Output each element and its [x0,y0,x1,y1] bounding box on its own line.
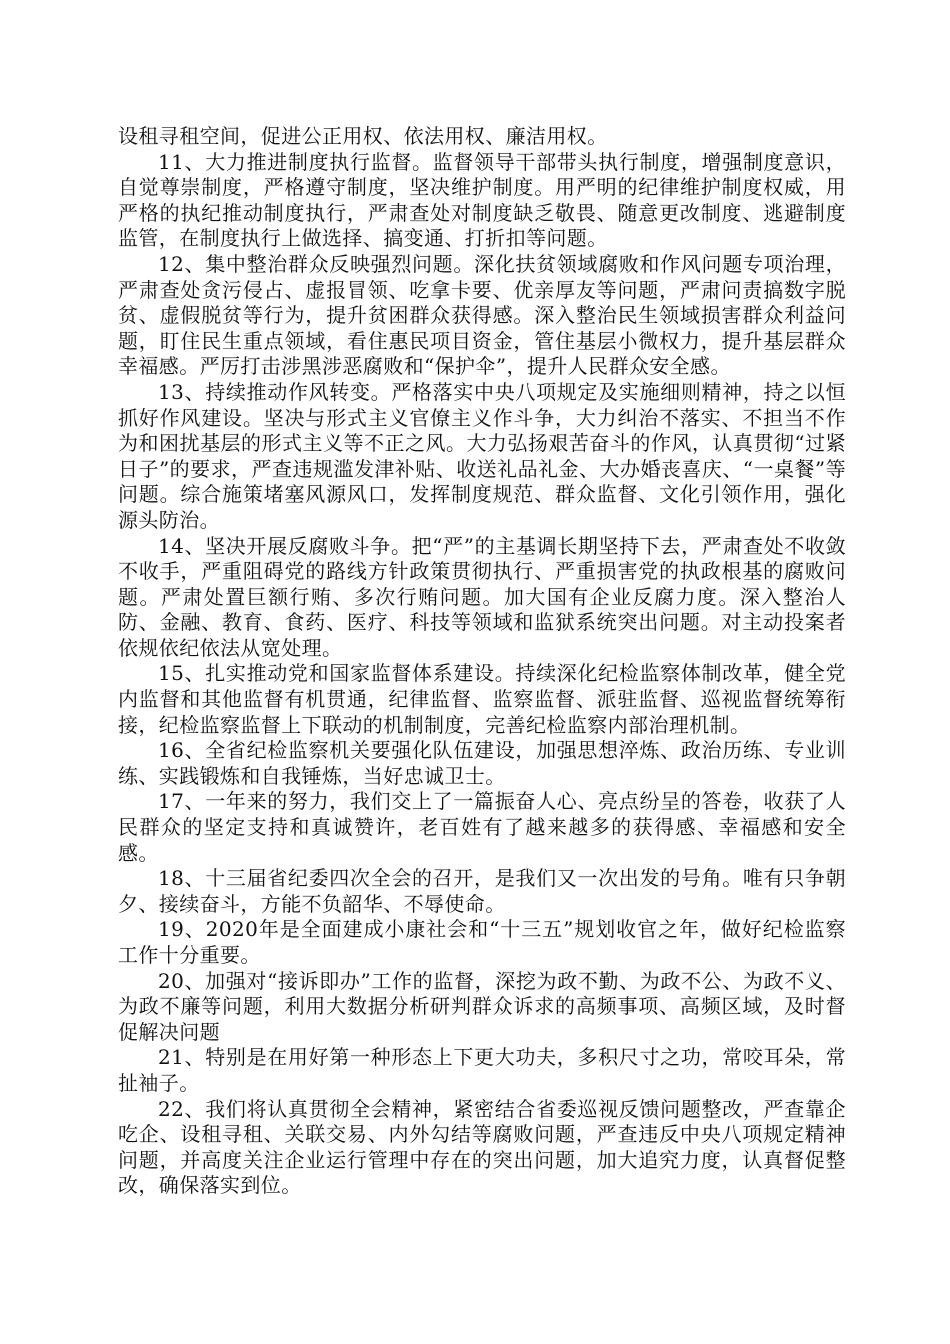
paragraph-14: 14、坚决开展反腐败斗争。把“严”的主基调长期坚持下去，严肃查处不收敛不收手，严重阻碍党的路线方针政策贯彻执行、严重损害党的执政根基的腐败问题。严肃处置巨额行贿、多次行贿问题。加大国有企业反腐力度。深入整治人防、金融、教育、食药、医疗、科技等领域和监狱系统突出问题。对主动投案者依规依纪依法从宽处理。 [118,533,846,660]
paragraph-15: 15、扎实推动党和国家监督体系建设。持续深化纪检监察体制改革，健全党内监督和其他监督有机贯通，纪律监督、监察监督、派驻监督、巡视监督统筹衔接，纪检监察监督上下联动的机制制度，完善纪检监察内部治理机制。 [118,661,846,737]
paragraph-13: 13、持续推动作风转变。严格落实中央八项规定及实施细则精神，持之以恒抓好作风建设。坚决与形式主义官僚主义作斗争，大力纠治不落实、不担当不作为和困扰基层的形式主义等不正之风。大力弘扬艰苦奋斗的作风，认真贯彻“过紧日子”的要求，严查违规滥发津补贴、收送礼品礼金、大办婚丧喜庆、“一桌餐”等问题。综合施策堵塞风源风口，发挥制度规范、群众监督、文化引领作用，强化源头防治。 [118,379,846,532]
paragraph-18: 18、十三届省纪委四次全会的召开，是我们又一次出发的号角。唯有只争朝夕、接续奋斗，方能不负韶华、不辱使命。 [118,866,846,916]
paragraph-22: 22、我们将认真贯彻全会精神，紧密结合省委巡视反馈问题整改，严查靠企吃企、设租寻租、关联交易、内外勾结等腐败问题，严查违反中央八项规定精神问题，并高度关注企业运行管理中存在的突出问题，加大追究力度，认真督促整改，确保落实到位。 [118,1096,846,1198]
paragraph-17: 17、一年来的努力，我们交上了一篇振奋人心、亮点纷呈的答卷，收获了人民群众的坚定支持和真诚赞许，老百姓有了越来越多的获得感、幸福感和安全感。 [118,789,846,865]
paragraph-19: 19、2020年是全面建成小康社会和“十三五”规划收官之年，做好纪检监察工作十分重要。 [118,917,846,967]
paragraph-16: 16、全省纪检监察机关要强化队伍建设，加强思想淬炼、政治历练、专业训练、实践锻炼和自我锤炼，当好忠诚卫士。 [118,738,846,788]
paragraph-continuation: 设租寻租空间，促进公正用权、依法用权、廉洁用权。 [118,124,608,148]
paragraph-20: 20、加强对“接诉即办”工作的监督，深挖为政不勤、为政不公、为政不义、为政不廉等问题，利用大数据分析研判群众诉求的高频事项、高频区域，及时督促解决问题 [118,968,846,1044]
paragraph-21: 21、特别是在用好第一种形态上下更大功夫，多积尺寸之功，常咬耳朵，常扯袖子。 [118,1045,846,1095]
paragraph-11: 11、大力推进制度执行监督。监督领导干部带头执行制度，增强制度意识，自觉尊崇制度，严格遵守制度，坚决维护制度。用严明的纪律维护制度权威，用严格的执纪推动制度执行，严肃查处对制度缺乏敬畏、随意更改制度、逃避制度监管，在制度执行上做选择、搞变通、打折扣等问题。 [118,149,846,251]
document-body [118,124,846,1199]
paragraph-12: 12、集中整治群众反映强烈问题。深化扶贫领域腐败和作风问题专项治理，严肃查处贪污侵占、虚报冒领、吃拿卡要、优亲厚友等问题，严肃问责搞数字脱贫、虚假脱贫等行为，提升贫困群众获得感。深入整治民生领域损害群众利益问题，盯住民生重点领域，看住惠民项目资金，管住基层小微权力，提升基层群众幸福感。严厉打击涉黑涉恶腐败和“保护伞”，提升人民群众安全感。 [118,251,846,379]
